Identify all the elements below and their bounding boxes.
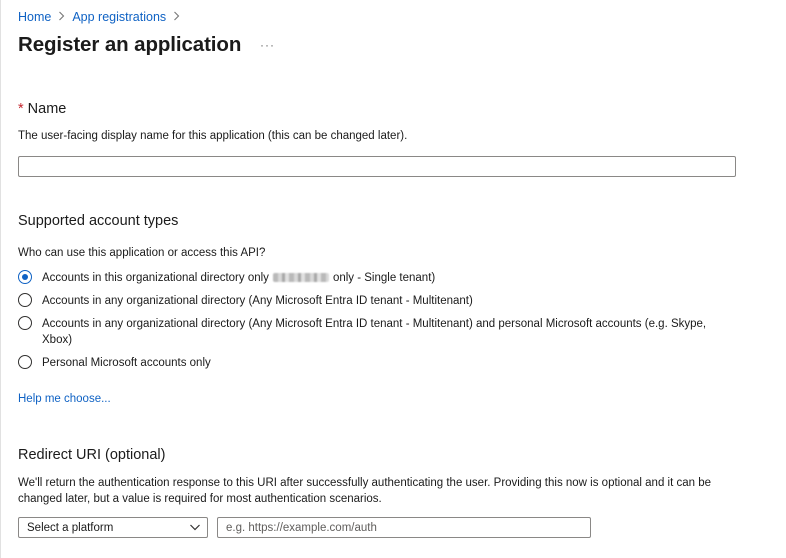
account-types-title: Supported account types <box>18 213 179 229</box>
chevron-right-icon <box>58 11 65 24</box>
radio-button[interactable] <box>18 316 32 330</box>
redacted-tenant-name <box>273 273 329 282</box>
name-label: Name <box>27 101 67 117</box>
breadcrumb <box>18 10 187 24</box>
radio-label: Accounts in any organizational directory (Any Microsoft Entra ID tenant - Multitenant) and personal Microsoft accounts (e.g. Skype, Xbox) <box>42 318 707 346</box>
name-input[interactable] <box>18 156 736 177</box>
breadcrumb-home-link[interactable]: Home <box>18 10 52 24</box>
name-section-title <box>18 101 66 117</box>
radio-option-single-tenant[interactable] <box>18 270 435 286</box>
chevron-right-icon <box>173 11 180 24</box>
radio-option-personal-only[interactable] <box>18 355 211 371</box>
radio-label: Personal Microsoft accounts only <box>42 357 211 369</box>
account-types-question: Who can use this application or access this API? <box>18 247 266 259</box>
redirect-uri-input[interactable] <box>217 517 591 538</box>
radio-button[interactable] <box>18 355 32 369</box>
radio-label <box>42 270 435 286</box>
required-marker: * <box>18 101 24 117</box>
left-border <box>0 0 1 558</box>
redirect-uri-description: We'll return the authentication response to this URI after successfully authenticating the user. Providing this now is optional and it can be changed later, but a value is required for most authentication scenarios. <box>18 477 712 505</box>
radio-button-selected[interactable] <box>18 270 32 284</box>
breadcrumb-app-registrations-link[interactable]: App registrations <box>72 10 167 24</box>
radio-label-text: Accounts in this organizational directory only <box>42 272 269 284</box>
platform-select[interactable] <box>18 517 208 538</box>
platform-select-value: Select a platform <box>27 521 114 534</box>
radio-option-multitenant[interactable] <box>18 293 473 309</box>
page-title: Register an application <box>18 33 242 56</box>
redirect-uri-title: Redirect URI (optional) <box>18 447 166 463</box>
radio-label-text: only - Single tenant) <box>332 272 436 284</box>
radio-option-multitenant-personal[interactable] <box>18 316 718 348</box>
name-description: The user-facing display name for this application (this can be changed later). <box>18 130 408 142</box>
chevron-down-icon <box>189 521 201 536</box>
more-options-button[interactable]: ··· <box>260 38 275 52</box>
radio-button[interactable] <box>18 293 32 307</box>
help-me-choose-link[interactable]: Help me choose... <box>18 393 111 405</box>
radio-label: Accounts in any organizational directory (Any Microsoft Entra ID tenant - Multitenant) <box>42 295 473 307</box>
